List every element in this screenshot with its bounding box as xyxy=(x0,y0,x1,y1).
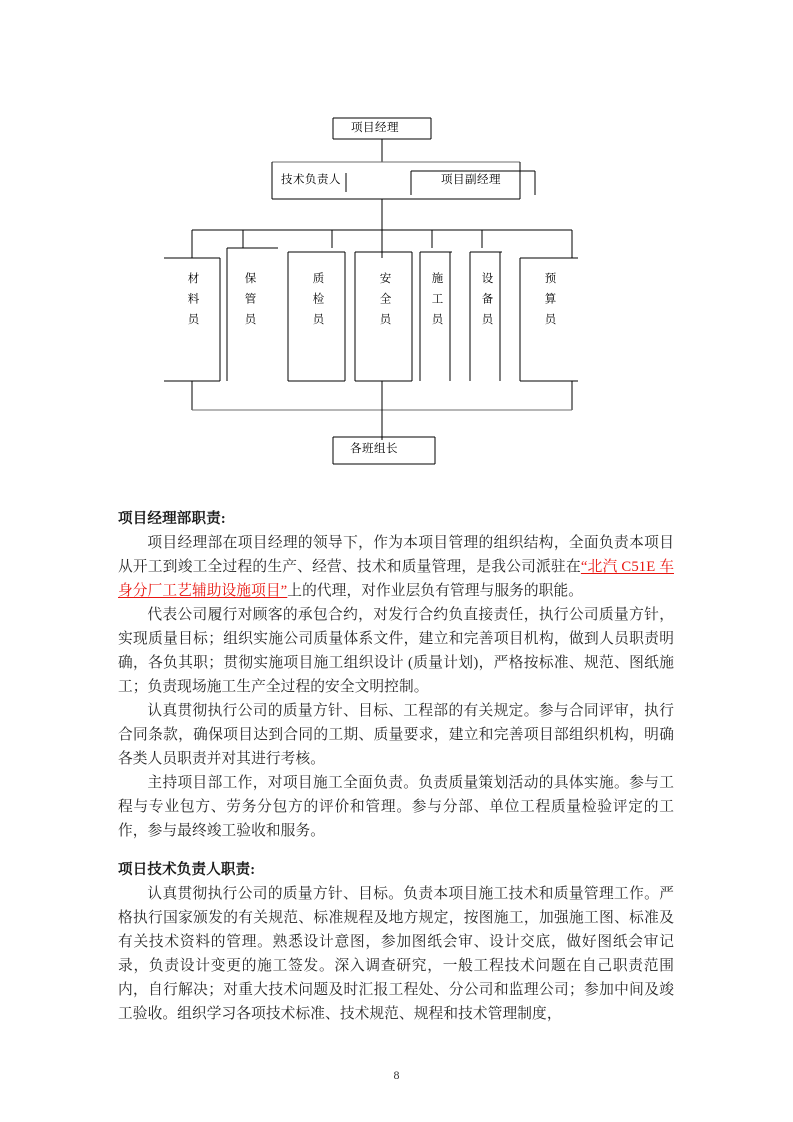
section-project-manager-dept xyxy=(118,508,674,844)
org-node-equipment-officer: 设备员 xyxy=(480,272,493,334)
org-chart-diagram xyxy=(0,0,793,490)
section-heading: 项日技术负责人职责: xyxy=(118,861,256,878)
org-chart-lines xyxy=(0,0,793,490)
document-body xyxy=(118,508,674,1027)
page-number: 8 xyxy=(393,1068,400,1082)
paragraph: 主持项目部工作，对项目施工全面负责。负责质量策划活动的具体实施。参与工程与专业包方、劳务分包方的评价和管理。参与分部、单位工程质量检验评定的工作，参与最终竣工验收和服务。 xyxy=(118,775,674,839)
org-node-safety-officer: 安全员 xyxy=(378,272,391,334)
section-heading: 项目经理部职责: xyxy=(118,511,226,527)
text-run: 项目经理部在项目经理的领导下，作为本项目管理的组织结构，全面负责本项目从开工到竣工全过程的生产、经营、技术和质量管理，是我公司派驻在 xyxy=(118,535,674,576)
section-gap xyxy=(118,844,674,859)
paragraph xyxy=(118,532,674,604)
paragraph: 认真贯彻执行公司的质量方针、目标。负责本项目施工技术和质量管理工作。严格执行国家颁发的有关规范、标准规程及地方规定，按图施工，加强施工图、标准及有关技术资料的管理。熟悉设计意图，参加图纸会审、设计交底，做好图纸会审记录，负责设计变更的施工签发。深入调查研究，一般工程技术问题在自己职责范围内，自行解决；对重大技术问题及时汇报工程处、分公司和监理公司；参加中间及竣工验收。组织学习各项技术标准、技术规范、规程和技术管理制度， xyxy=(118,886,674,1023)
org-node-team-leaders: 各班组长 xyxy=(350,443,398,455)
org-node-project-manager: 项目经理 xyxy=(351,122,399,134)
paragraph: 代表公司履行对顾客的承包合约，对发行合约负直接责任，执行公司质量方针，实现质量目标；组织实施公司质量体系文件，建立和完善项目机构，做到人员职责明确，各负其职；贯彻实施项目施工组织设计 (质量计划)，严格按标准、规范、图纸施工；负责现场施工生产全过程的安全文明控制。 xyxy=(118,607,674,696)
paragraph: 认真贯彻执行公司的质量方针、目标、工程部的有关规定。参与合同评审，执行合同条款，确保项目达到合同的工期、质量要求，建立和完善项目部组织机构，明确各类人员职责并对其进行考核。 xyxy=(118,703,674,768)
highlighted-project-name: “北汽 C51E 车身分厂工艺辅助设施项目” xyxy=(118,559,674,600)
org-node-construction-officer: 施工员 xyxy=(430,272,443,334)
org-node-quality-inspector: 质检员 xyxy=(311,272,324,334)
org-node-budget-officer: 预算员 xyxy=(543,272,556,334)
org-node-technical-director: 技术负责人 xyxy=(281,174,341,186)
text-run: 上的代理，对作业层负有管理与服务的职能。 xyxy=(287,583,584,600)
org-node-deputy-project-manager: 项目副经理 xyxy=(441,174,501,186)
org-node-material-clerk: 材料员 xyxy=(186,272,199,334)
section-technical-director xyxy=(118,859,674,1027)
org-node-storekeeper: 保管员 xyxy=(243,272,256,334)
